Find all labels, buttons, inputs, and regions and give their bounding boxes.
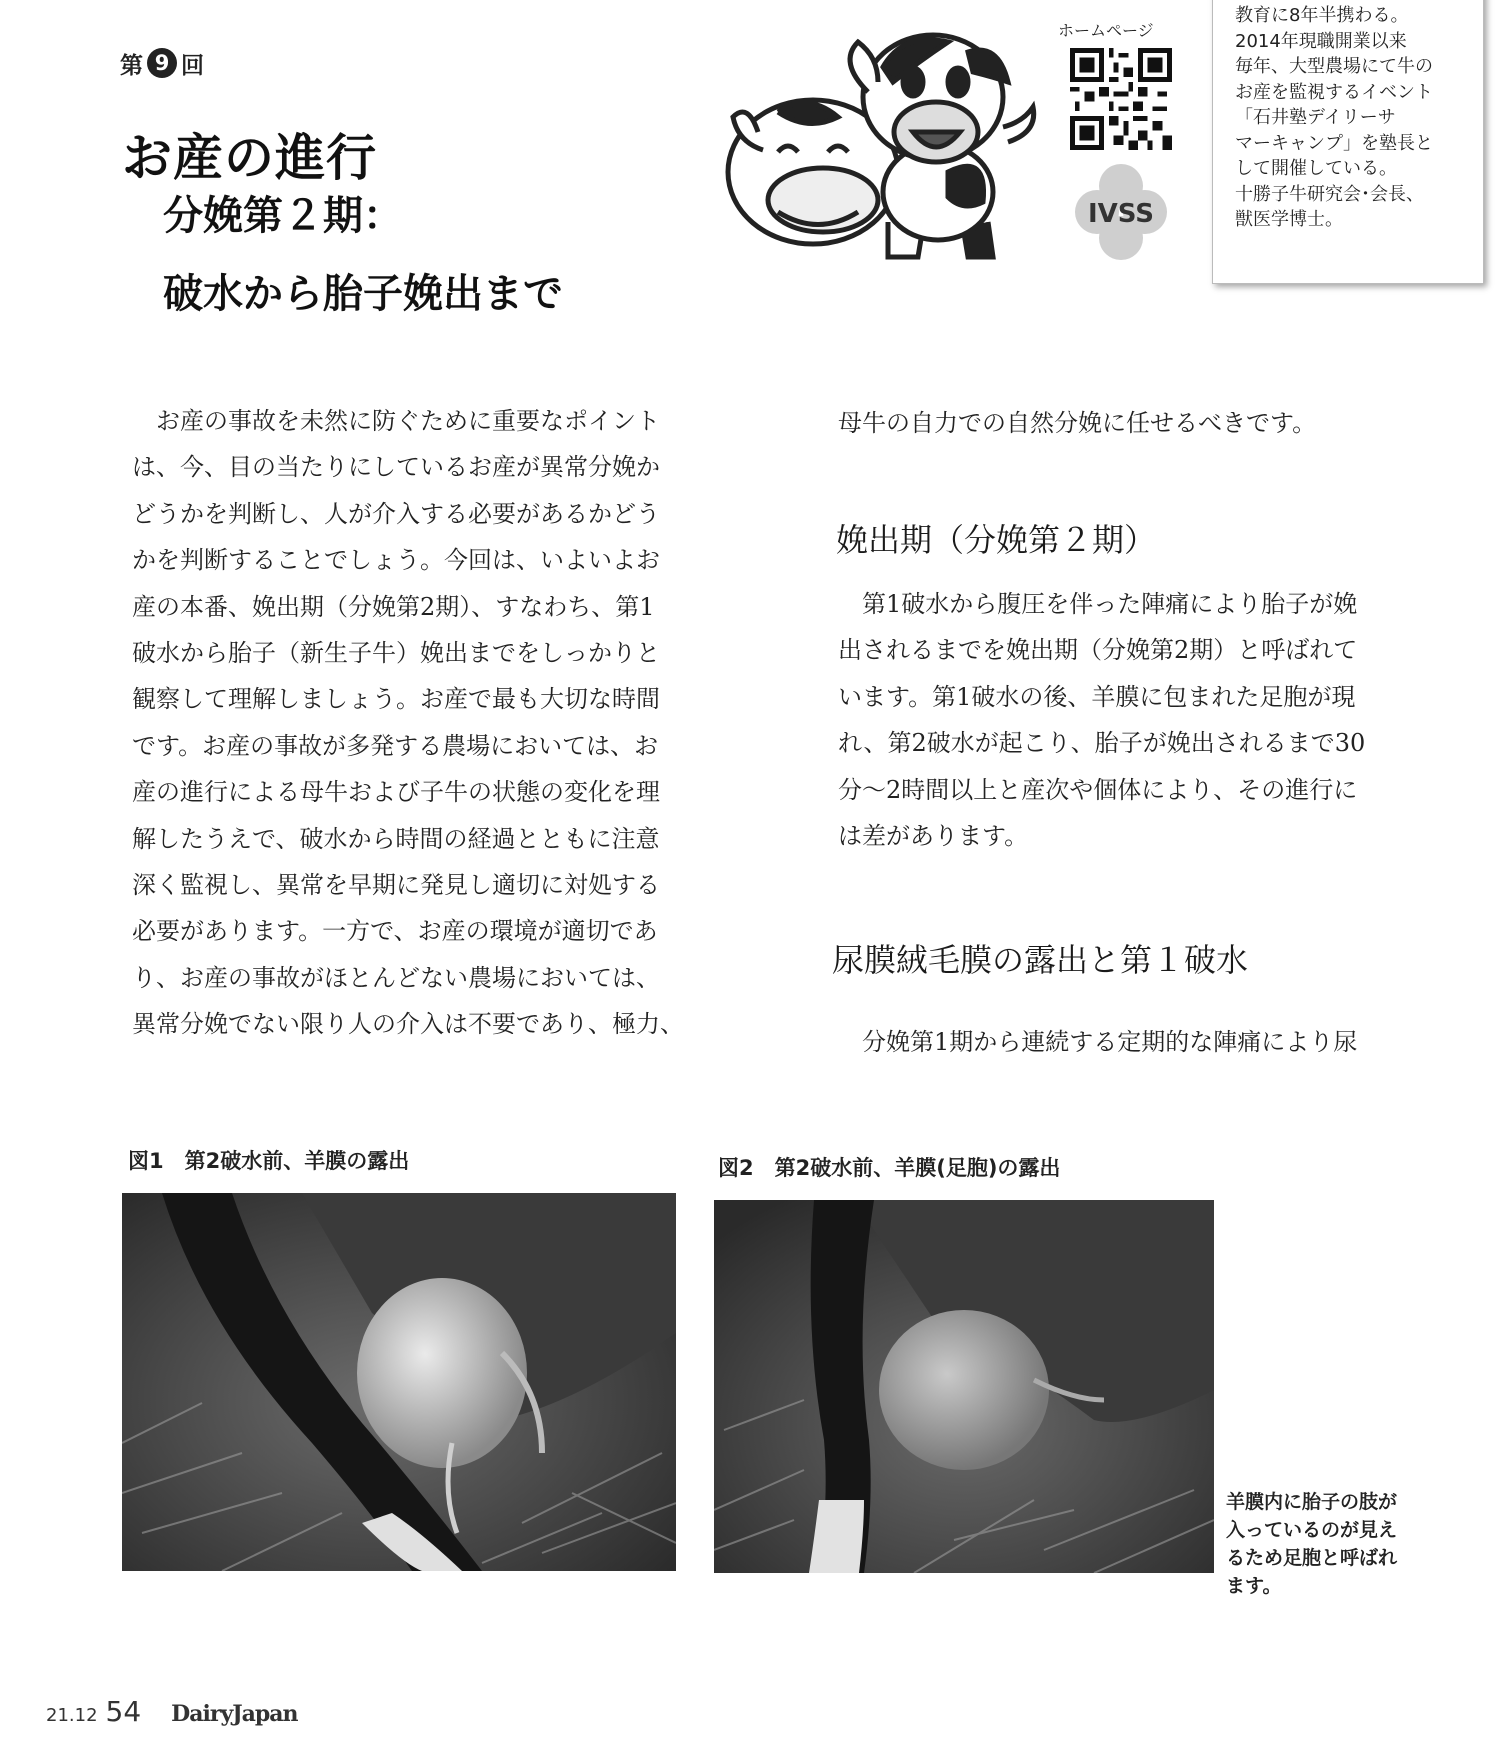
author-line: 「石井塾デイリーサ: [1235, 107, 1396, 128]
ivss-clover-logo: [1070, 162, 1172, 262]
ivss-logo-text: IVSS: [1087, 199, 1155, 229]
section-heading-delivery-stage: 娩出期（分娩第２期）: [836, 521, 1157, 559]
body-column-right: [838, 581, 1458, 859]
article-subtitle-line1: 分娩第２期：: [163, 193, 403, 239]
article-title: お産の進行: [122, 129, 377, 187]
issue-number: 21.12: [46, 1705, 98, 1726]
qr-code-icon[interactable]: [1070, 48, 1172, 150]
body-line: 深く監視し、異常を早期に発見し適切に対処する: [132, 871, 660, 900]
page-footer: [46, 1695, 298, 1728]
author-line: して開催している。: [1235, 158, 1397, 179]
body-line: は、今、目の当たりにしているお産が異常分娩か: [132, 453, 660, 482]
body-line: お産の事故を未然に防ぐために重要なポイント: [132, 407, 660, 435]
figure-1-photo: [122, 1193, 676, 1571]
body-line: 分〜2時間以上と産次や個体により、その進行に: [838, 775, 1358, 804]
body-line: 解したうえで、破水から時間の経過とともに注意: [132, 824, 660, 853]
note-line: 羊膜内に胎子の肢が: [1226, 1491, 1398, 1513]
body-line: は差があります。: [838, 822, 1029, 851]
note-line: るため足胞と呼ばれ: [1226, 1547, 1398, 1569]
figure-2-photo: [714, 1200, 1214, 1573]
author-line: マーキャンプ」を塾長と: [1235, 132, 1433, 154]
figure-1-caption: 図1 第2破水前、羊膜の露出: [128, 1149, 410, 1173]
author-line: 獣医学博士。: [1235, 209, 1343, 230]
page-number: 54: [105, 1695, 142, 1728]
magazine-name: DairyJapan: [171, 1701, 298, 1727]
body-line: れ、第2破水が起こり、胎子が娩出されるまで30: [838, 729, 1366, 758]
section-heading-first-rupture: 尿膜絨毛膜の露出と第１破水: [832, 941, 1249, 979]
cow-mascot-illustration: [718, 22, 1058, 262]
episode-suffix: 回: [181, 52, 204, 79]
body-line: どうかを判断し、人が介入する必要があるかどう: [132, 499, 660, 528]
body-line-section2: 分娩第1期から連続する定期的な陣痛により尿: [838, 1028, 1358, 1056]
body-line: 産の本番、娩出期（分娩第2期）、すなわち、第1: [132, 592, 655, 621]
figure-2-caption: 図2 第2破水前、羊膜(足胞)の露出: [718, 1156, 1061, 1180]
author-profile-text: [1235, 3, 1475, 233]
author-line: お産を監視するイベント: [1235, 81, 1433, 103]
body-column-left: [132, 398, 742, 1048]
body-line: かを判断することでしょう。今回は、いよいよお: [132, 546, 660, 575]
author-line: 毎年、大型農場にて牛の: [1235, 56, 1433, 77]
article-subtitle-line2: 破水から胎子娩出まで: [163, 271, 563, 317]
body-line-col2-continuation: 母牛の自力での自然分娩に任せるべきです。: [838, 409, 1317, 437]
author-line: 十勝子牛研究会･会長、: [1235, 183, 1424, 205]
body-line: 破水から胎子（新生子牛）娩出までをしっかりと: [132, 639, 660, 668]
author-line: 教育に8年半携わる。: [1235, 5, 1409, 26]
homepage-label: ホームページ: [1058, 21, 1154, 40]
episode-badge: [120, 46, 204, 80]
body-line: います。第1破水の後、羊膜に包まれた足胞が現: [838, 682, 1356, 711]
episode-number: 9: [147, 48, 177, 78]
note-line: ます。: [1226, 1575, 1282, 1597]
note-line: 入っているのが見え: [1226, 1519, 1398, 1541]
body-line: です。お産の事故が多発する農場においては、お: [132, 731, 659, 760]
episode-prefix: 第: [120, 52, 143, 79]
body-line: 異常分娩でない限り人の介入は不要であり、極力、: [132, 1010, 684, 1039]
body-line: 第1破水から腹圧を伴った陣痛により胎子が娩: [838, 590, 1358, 618]
author-line: 2014年現職開業以来: [1235, 30, 1407, 52]
body-line: 産の進行による母牛および子牛の状態の変化を理: [132, 778, 660, 807]
author-profile-box: [1212, 0, 1484, 284]
body-line: り、お産の事故がほとんどない農場においては、: [132, 963, 660, 992]
body-line: 必要があります。一方で、お産の環境が適切であ: [132, 917, 658, 946]
body-line: 観察して理解しましょう。お産で最も大切な時間: [132, 685, 660, 714]
body-line: 出されるまでを娩出期（分娩第2期）と呼ばれて: [838, 636, 1358, 665]
figure-2-note: [1226, 1488, 1398, 1600]
